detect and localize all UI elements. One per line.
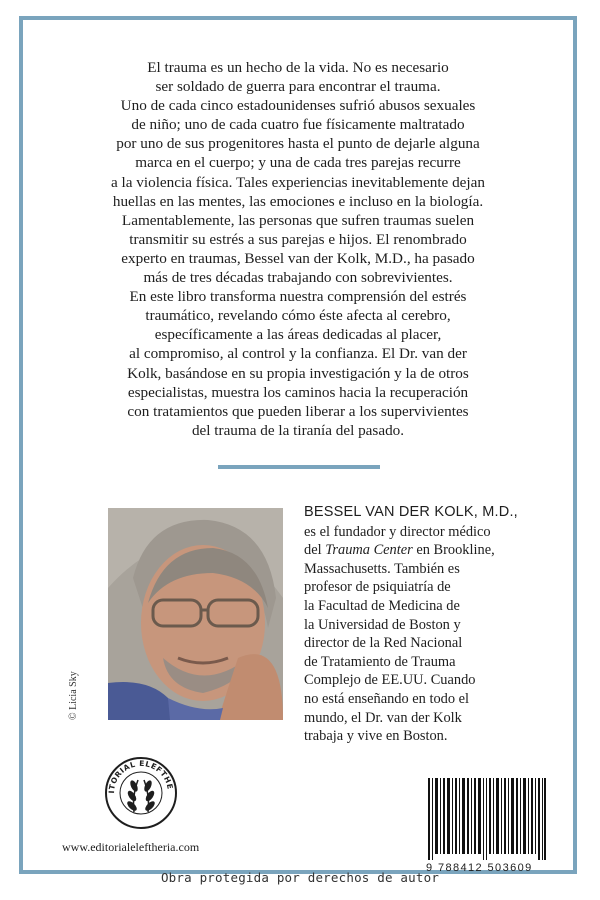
- bio-line: del Trauma Center en Brookline,: [304, 542, 495, 559]
- bio-line: la Facultad de Medicina de: [304, 597, 460, 614]
- bio-line: Complejo de EE.UU. Cuando: [304, 672, 476, 689]
- author-name: BESSEL VAN DER KOLK, M.D.,: [304, 504, 518, 520]
- bio-line: Massachusetts. También es: [304, 560, 460, 577]
- publisher-logo: [104, 756, 178, 830]
- trauma-center-name: Trauma Center: [325, 542, 413, 559]
- bio-line: la Universidad de Boston y: [304, 616, 461, 633]
- author-portrait-illustration: [108, 508, 283, 720]
- blurb-line: al compromiso, al control y la confianza. El Dr. van der: [129, 345, 467, 363]
- bio-line: profesor de psiquiatría de: [304, 579, 451, 596]
- blurb-line: marca en el cuerpo; y una de cada tres parejas recurre: [135, 154, 461, 172]
- isbn-barcode: [428, 778, 546, 860]
- bio-line: mundo, el Dr. van der Kolk: [304, 709, 462, 726]
- blurb-line: a la violencia física. Tales experiencias inevitablemente dejan: [111, 173, 485, 191]
- bio-line: director de la Red Nacional: [304, 635, 463, 652]
- publisher-logo-text: ITORIAL ELEFTHE: [106, 758, 175, 794]
- bio-line: trabaja y vive en Boston.: [304, 728, 448, 745]
- author-photo: [108, 508, 283, 720]
- blurb-line: transmitir su estrés a sus parejas e hijos. El renombrado: [129, 230, 467, 248]
- section-divider: [218, 465, 380, 469]
- bio-line: no está enseñando en todo el: [304, 690, 470, 707]
- watermark-bottom: Obra protegida por derechos de autor: [160, 870, 440, 885]
- blurb-line: ser soldado de guerra para encontrar el trauma.: [155, 78, 441, 96]
- blurb-line: específicamente a las áreas dedicadas al placer,: [154, 326, 442, 344]
- blurb-line: especialistas, muestra los caminos hacia la recuperación: [127, 383, 469, 401]
- publisher-website: www.editorialeleftheria.com: [62, 840, 200, 854]
- blurb-line: por uno de sus progenitores hasta el punto de dejarle alguna: [116, 135, 480, 153]
- bio-line: de Tratamiento de Trauma: [304, 653, 456, 670]
- blurb-line: más de tres décadas trabajando con sobrevivientes.: [143, 269, 453, 287]
- blurb-line: del trauma de la tiranía del pasado.: [191, 421, 405, 439]
- blurb-line: El trauma es un hecho de la vida. No es necesario: [147, 59, 449, 76]
- blurb-line: Kolk, basándose en su propia investigación y la de otros: [127, 364, 469, 382]
- blurb-line: con tratamientos que pueden liberar a los supervivientes: [127, 402, 469, 420]
- publisher-logo-icon: [104, 756, 178, 830]
- isbn-digits: 9 788412 503609: [426, 862, 533, 874]
- blurb-line: Uno de cada cinco estadounidenses sufrió abusos sexuales: [120, 97, 476, 115]
- bio-line: es el fundador y director médico: [304, 523, 491, 540]
- blurb-line: Lamentablemente, las personas que sufren traumas suelen: [121, 211, 475, 229]
- blurb-line: traumático, revelando cómo éste afecta al cerebro,: [145, 307, 451, 325]
- blurb-line: de niño; uno de cada cuatro fue físicamente maltratado: [131, 116, 465, 134]
- blurb-line: En este libro transforma nuestra comprensión del estrés: [129, 288, 467, 306]
- photo-credit: © Licia Sky: [68, 671, 79, 720]
- blurb-line: experto en traumas, Bessel van der Kolk, M.D., ha pasado: [121, 249, 475, 267]
- back-cover-blurb: [58, 58, 538, 440]
- author-bio: [304, 503, 554, 746]
- blurb-line: huellas en las mentes, las emociones e incluso en la biología.: [112, 192, 484, 210]
